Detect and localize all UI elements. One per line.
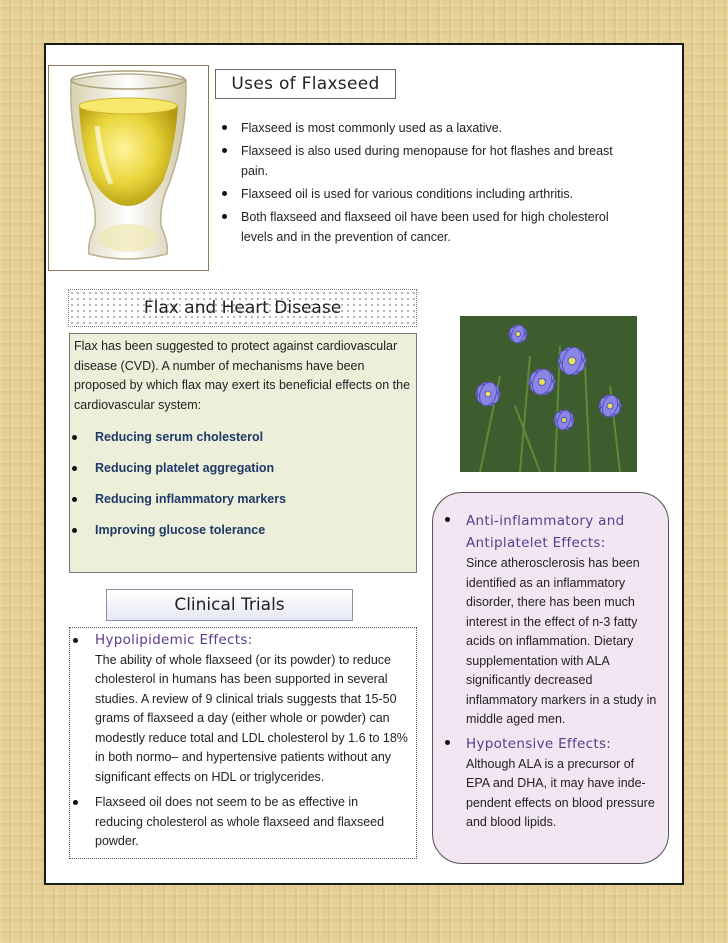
bullet-icon <box>222 125 227 130</box>
heart-disease-intro: Flax has been suggested to protect against cardiovascular disease (CVD). A number of mechanisms have been proposed by which flax may exert its beneficial effects on the cardiovascular system: <box>74 339 411 412</box>
bullet-icon <box>222 214 227 219</box>
bullet-icon <box>72 466 77 471</box>
list-item: Flaxseed is most commonly used as a laxative. <box>222 118 622 138</box>
bullet-icon <box>222 148 227 153</box>
clinical-trials-list <box>73 631 409 858</box>
list-item: Flaxseed oil is used for various conditions including arthritis. <box>222 184 622 204</box>
list-item: Reducing platelet aggregation <box>72 459 412 490</box>
list-item: Flaxseed is also used during menopause for hot flashes and breast pain. <box>222 141 622 181</box>
clinical-trials-title: Clinical Trials <box>106 589 353 621</box>
uses-list <box>222 118 622 250</box>
hypotensive-text: Although ALA is a precursor of EPA and DHA, it may have inde-pendent effects on blood pressure and blood lipids. <box>466 756 655 829</box>
anti-inflammatory-heading: Anti-inflammatory and Antiplatelet Effects: <box>466 513 625 551</box>
bullet-icon <box>445 517 450 522</box>
heart-disease-title: Flax and Heart Disease <box>68 289 417 327</box>
list-item <box>73 631 409 787</box>
hypolipidemic-text: The ability of whole flaxseed (or its powder) to reduce cholesterol in humans has been supported in several studies. A review of 9 clinical trials suggests that 15-50 grams of flaxseed a day (either whole or powder) can modestly reduce total and LDL cholesterol by 1.6 to 18% in both normo– and hypertensive patients without any significant effects on HDL or triglycerides. <box>95 652 408 784</box>
bullet-icon <box>72 528 77 533</box>
flaxseed-oil-text: Flaxseed oil does not seem to be as effective in reducing cholesterol as whole flaxseed and flaxseed powder. <box>95 795 385 848</box>
bullet-icon <box>222 191 227 196</box>
list-item <box>445 510 657 730</box>
bullet-icon <box>72 497 77 502</box>
flaxseed-oil-glass-image <box>48 65 209 271</box>
uses-title: Uses of Flaxseed <box>215 69 396 99</box>
anti-inflammatory-text: Since atherosclerosis has been identified as an inflammatory disorder, there has been much interest in the effect of n-3 fatty acids on inflammation. Dietary supplementation with ALA significantly decreased inflammatory markers in a study in middle aged men. <box>466 556 657 726</box>
list-item <box>445 733 657 833</box>
flax-flowers-image <box>460 316 637 472</box>
hypotensive-heading: Hypotensive Effects: <box>466 735 612 752</box>
bullet-icon <box>72 435 77 440</box>
effects-list <box>445 510 657 836</box>
bullet-icon <box>73 638 78 643</box>
list-item: Reducing serum cholesterol <box>72 428 412 459</box>
bullet-icon <box>73 800 78 805</box>
list-item: Reducing inflammatory markers <box>72 490 412 521</box>
heart-mechanisms-list <box>72 428 412 552</box>
list-item: Improving glucose tolerance <box>72 521 412 552</box>
list-item: Both flaxseed and flaxseed oil have been used for high cholesterol levels and in the prevention of cancer. <box>222 207 622 247</box>
hypolipidemic-heading: Hypolipidemic Effects: <box>95 632 253 648</box>
list-item <box>73 793 409 852</box>
bullet-icon <box>445 740 450 745</box>
